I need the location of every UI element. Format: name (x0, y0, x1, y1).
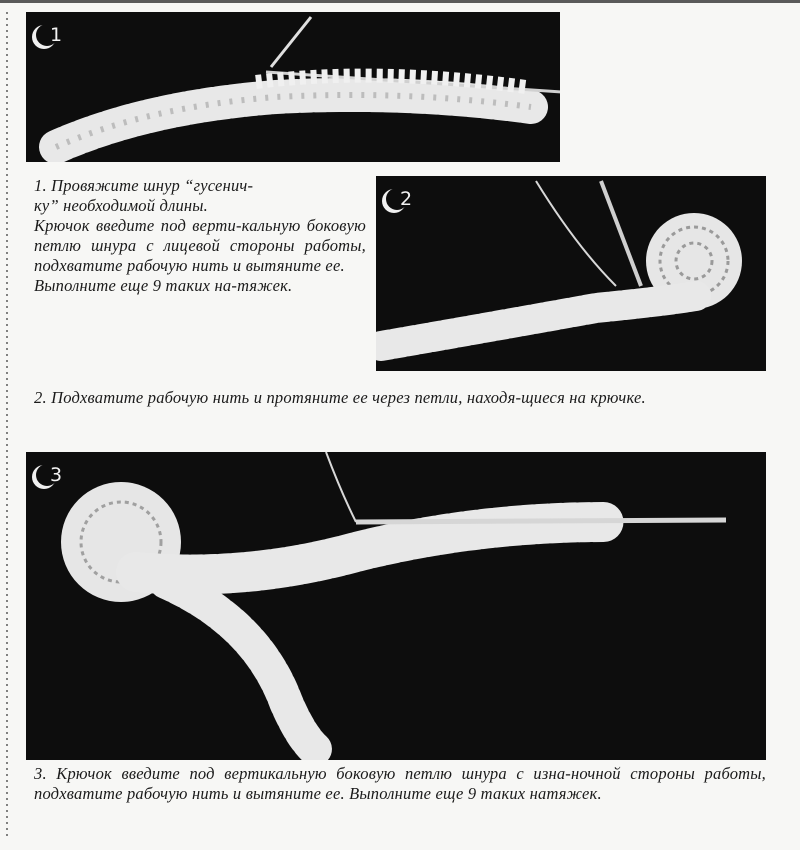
step-1-text (34, 176, 366, 296)
badge-number: 3 (50, 464, 63, 486)
photo-step-3 (26, 452, 766, 760)
step-1-line-1: 1. Провяжите шнур “гусенич- (34, 176, 254, 195)
step-3-paragraph: 3. Крючок введите под вертикальную боковую петлю шнура с изна-ночной стороны работы, подхватите рабочую нить и вытяните ее. Выполните еще 9 таких натяжек. (34, 764, 766, 803)
step-badge-1 (36, 20, 66, 50)
cord-illustration-1 (26, 12, 560, 162)
cord-illustration-3 (26, 452, 766, 760)
step-2-paragraph: 2. Подхватите рабочую нить и протяните ее через петли, находя-щиеся на крючке. (34, 388, 646, 407)
top-rule (0, 0, 800, 3)
step-badge-2 (386, 184, 416, 214)
step-badge-3 (36, 460, 66, 490)
step-1-para-2: Крючок введите под верти-кальную боковую петлю шнура с лицевой стороны работы, подхватите рабочую нить и вытяните ее. (34, 216, 366, 275)
step-2-text (34, 388, 764, 408)
photo-step-1 (26, 12, 560, 162)
step-1-para-3: Выполните еще 9 таких на-тяжек. (34, 276, 293, 295)
badge-number: 1 (50, 24, 63, 46)
photo-step-2 (376, 176, 766, 371)
step-1-line-2: ку” необходимой длины. (34, 196, 209, 215)
badge-number: 2 (400, 188, 413, 210)
dotted-margin (6, 10, 8, 840)
cord-illustration-2 (376, 176, 766, 371)
step-3-text (34, 764, 766, 804)
